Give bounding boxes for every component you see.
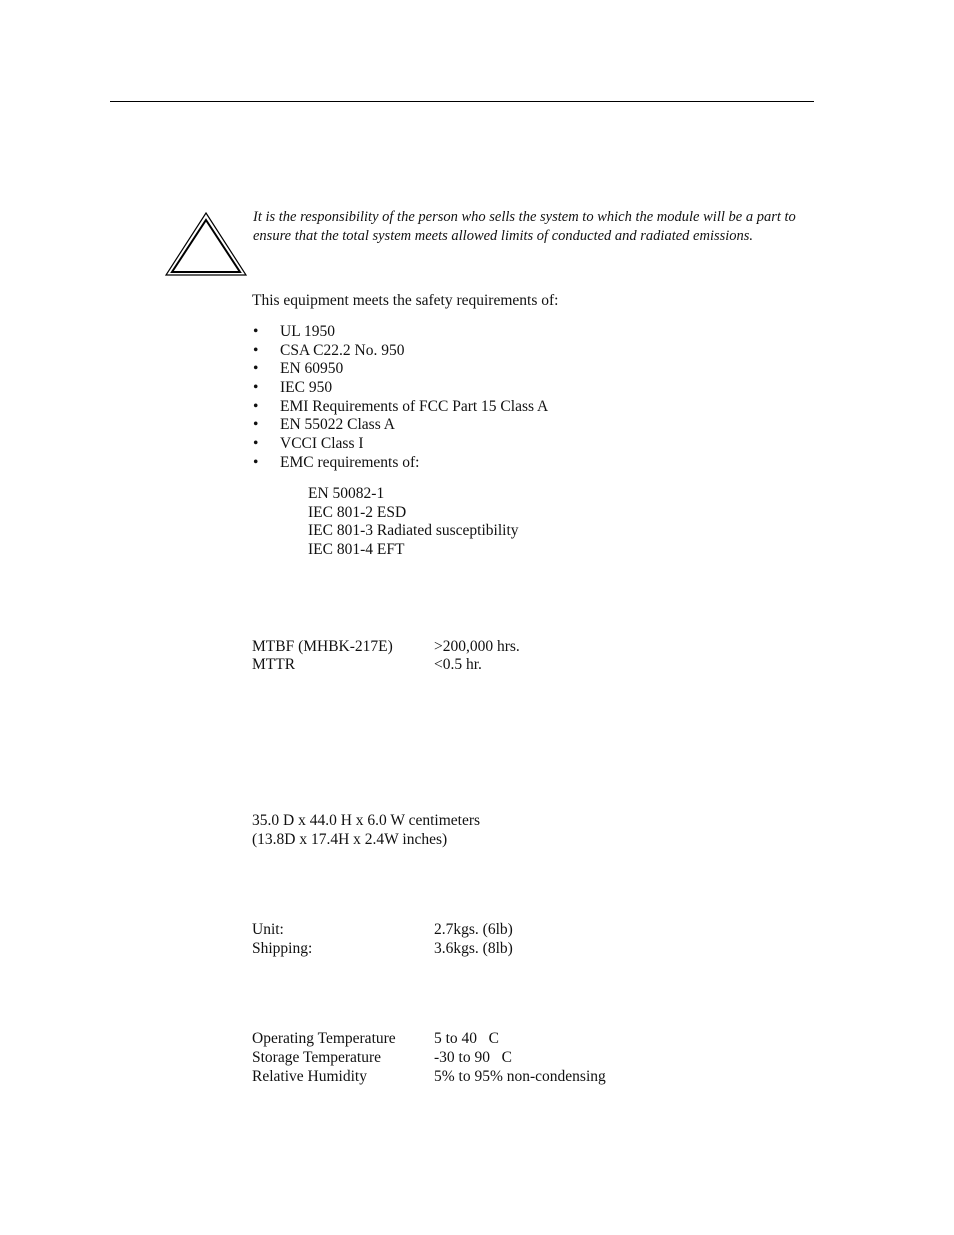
list-item: • EMC requirements of: bbox=[253, 453, 420, 471]
spec-label: MTTR bbox=[252, 656, 296, 673]
list-item: IEC 801-3 Radiated susceptibility bbox=[308, 522, 519, 540]
caution-text: It is the responsibility of the person who sells the system to which the module will be a part to ensure that the total system meets allowed limits of conducted and radiated emissions. bbox=[253, 209, 796, 244]
spec-label: Shipping: bbox=[252, 940, 313, 957]
list-item: IEC 801-2 ESD bbox=[308, 503, 407, 521]
spec-label: Operating Temperature bbox=[252, 1030, 396, 1047]
dimensions-metric: 35.0 D x 44.0 H x 6.0 W centimeters bbox=[252, 812, 481, 829]
dimensions-imperial: (13.8D x 17.4H x 2.4W inches) bbox=[252, 831, 448, 848]
spec-value: 3.6kgs. (8lb) bbox=[434, 940, 513, 957]
spec-label: Unit: bbox=[252, 921, 284, 938]
spec-value: 2.7kgs. (6lb) bbox=[434, 921, 513, 938]
spec-value: 5 to 40 C bbox=[434, 1030, 500, 1047]
list-item: • VCCI Class I bbox=[253, 435, 364, 453]
spec-value: 5% to 95% non-condensing bbox=[434, 1068, 606, 1085]
spec-value: >200,000 hrs. bbox=[434, 638, 520, 655]
spec-label: Relative Humidity bbox=[252, 1068, 367, 1085]
list-item: IEC 801-4 EFT bbox=[308, 541, 405, 559]
list-item: EN 50082-1 bbox=[308, 485, 385, 502]
spec-value: -30 to 90 C bbox=[434, 1049, 512, 1066]
spec-label: Storage Temperature bbox=[252, 1049, 382, 1066]
spec-value: <0.5 hr. bbox=[434, 656, 482, 673]
caution-triangle-icon bbox=[165, 212, 247, 276]
list-item: • EN 60950 bbox=[253, 360, 344, 378]
list-item: • EMI Requirements of FCC Part 15 Class A bbox=[253, 397, 549, 415]
list-item: • CSA C22.2 No. 950 bbox=[253, 341, 405, 359]
list-item: • IEC 950 bbox=[253, 379, 333, 397]
list-item: • UL 1950 bbox=[253, 323, 335, 340]
header-rule bbox=[110, 101, 814, 102]
spec-label: MTBF (MHBK-217E) bbox=[252, 638, 393, 655]
emc-requirements-list bbox=[308, 484, 519, 559]
safety-requirements-list bbox=[253, 322, 548, 472]
list-item: • EN 55022 Class A bbox=[253, 416, 395, 434]
safety-intro: This equipment meets the safety requirements of: bbox=[252, 292, 559, 309]
